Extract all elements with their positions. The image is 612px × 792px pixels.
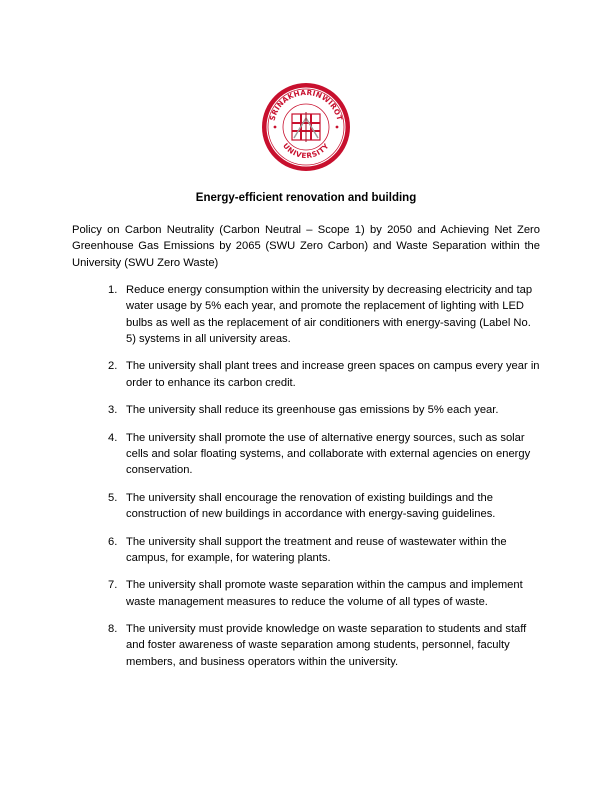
list-item	[108, 490, 540, 523]
list-item-text: The university shall promote the use of alternative energy sources, such as solar cells and solar floating systems, and collaborate with external agencies on energy conservation.	[126, 431, 531, 477]
policy-list	[108, 282, 540, 681]
seal-top-textpath: SRINAKHARINWIROT	[267, 87, 345, 122]
document-title: Energy-efficient renovation and building	[195, 192, 417, 204]
list-item-text: The university shall support the treatment and reuse of wastewater within the campus, for example, for watering plants.	[126, 535, 507, 564]
list-item-number: 6.	[108, 535, 118, 548]
list-item-number: 8.	[108, 623, 118, 636]
seal-center-emblem-icon	[292, 112, 320, 142]
list-item	[108, 577, 540, 610]
list-item-text: The university shall encourage the renovation of existing buildings and the construction of new buildings in accordance with energy-saving guidelines.	[126, 491, 496, 521]
list-item	[108, 358, 540, 391]
policy-intro-paragraph: Policy on Carbon Neutrality (Carbon Neutral – Scope 1) by 2050 and Achieving Net Zero Greenhouse Gas Emissions by 2065 (SWU Zero Carbon) and Waste Separation within the University (SWU Zero Waste)	[72, 224, 540, 269]
list-item-text: The university shall reduce its greenhouse gas emissions by 5% each year.	[126, 404, 499, 417]
list-item	[108, 282, 540, 347]
list-item	[108, 430, 540, 479]
list-item	[108, 402, 540, 418]
list-item-number: 4.	[108, 431, 118, 444]
seal-bottom-textpath: UNIVERSITY	[281, 141, 331, 161]
university-seal-logo	[261, 82, 351, 172]
list-item-text: Reduce energy consumption within the university by decreasing electricity and tap water usage by 5% each year, and promote the replacement of lighting with LED bulbs as well as the replacement of air conditioners with energy-saving (Label No. 5) systems in all university areas.	[126, 284, 533, 345]
list-item-number: 2.	[108, 360, 118, 373]
list-item-number: 5.	[108, 491, 118, 504]
list-item-text: The university shall plant trees and increase green spaces on campus every year in order to enhance its carbon credit.	[126, 360, 540, 389]
list-item	[108, 621, 540, 670]
list-item	[108, 534, 540, 567]
seal-graphic	[261, 82, 351, 172]
list-item-number: 3.	[108, 404, 118, 417]
list-item-number: 1.	[108, 284, 118, 296]
list-item-number: 7.	[108, 579, 118, 592]
list-item-text: The university must provide knowledge on waste separation to students and staff and foster awareness of waste separation among students, personnel, faculty members, and business operators within the university.	[126, 623, 527, 668]
list-item-text: The university shall promote waste separation within the campus and implement waste management measures to reduce the volume of all types of waste.	[126, 579, 523, 608]
